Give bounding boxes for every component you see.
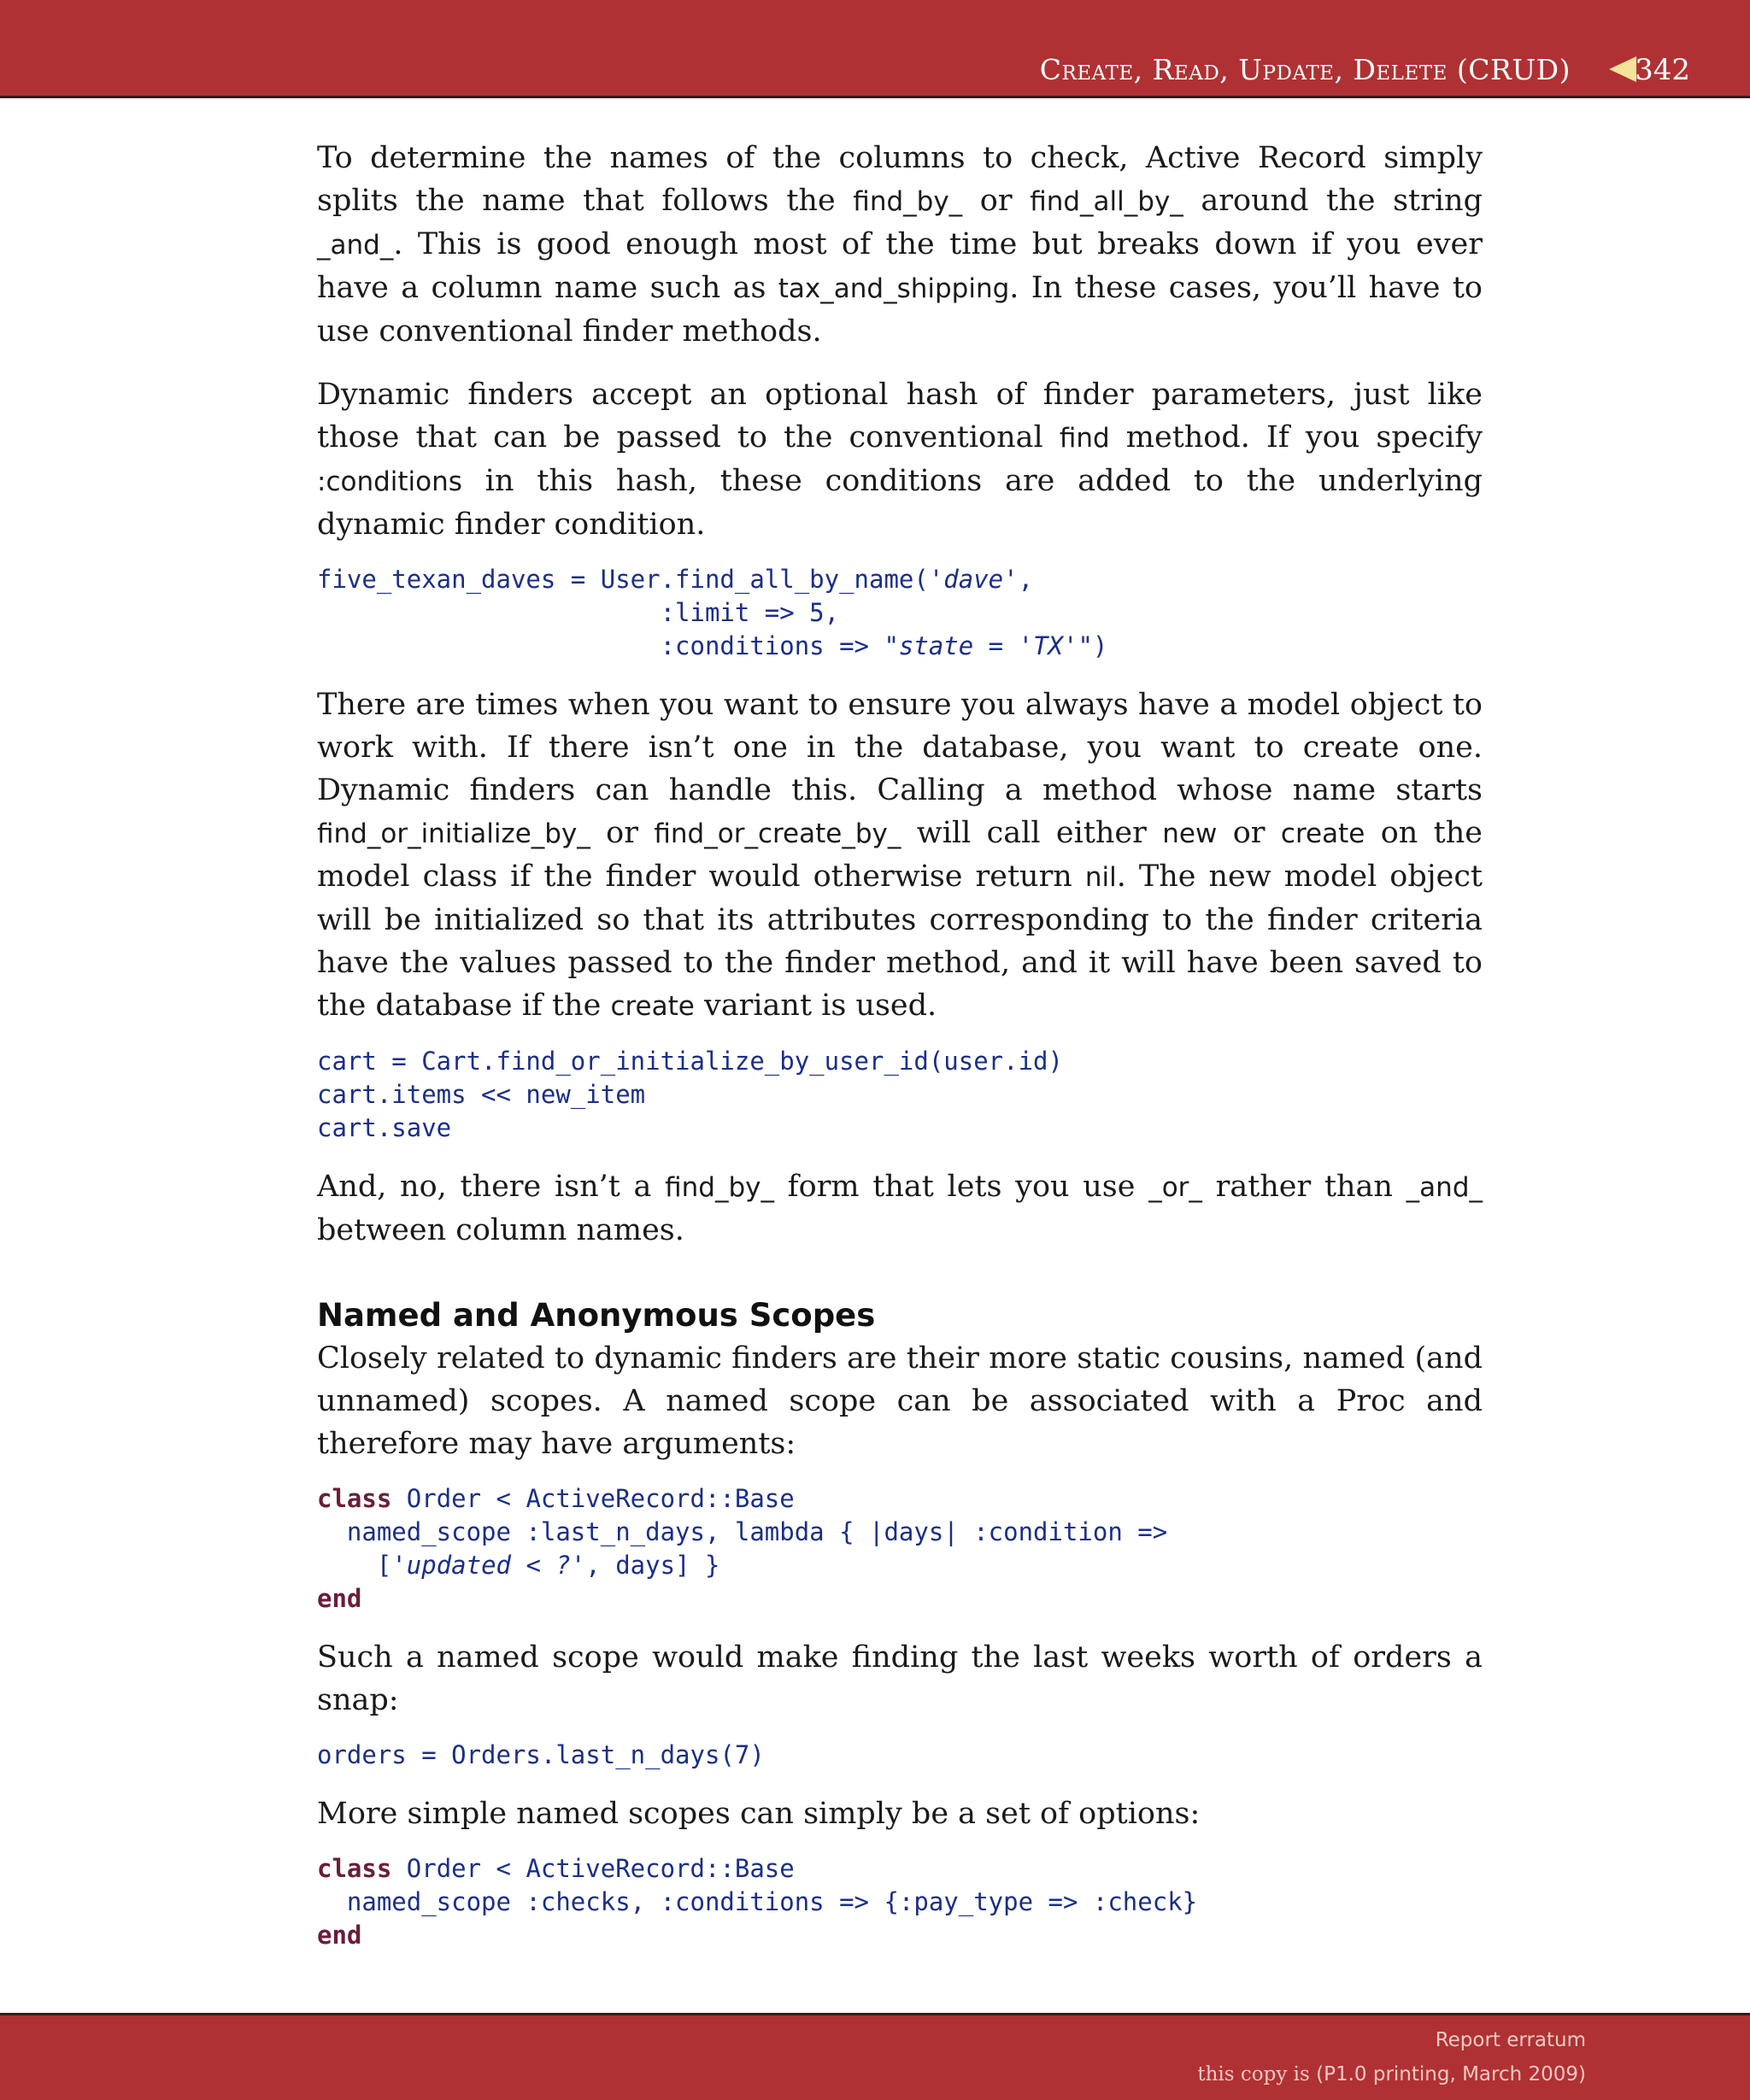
code-string: 'dave': [928, 565, 1019, 594]
code-string: "state = 'TX'": [884, 631, 1093, 660]
text-run: or: [1217, 816, 1281, 850]
page-footer: [0, 2013, 1750, 2100]
paragraph: [317, 683, 1483, 1028]
code-block: [317, 563, 1483, 663]
paragraph: Closely related to dynamic finders are their more static cousins, named (and unnamed) scopes. A named scope can be associated with a Proc and therefore may have arguments:: [317, 1341, 1483, 1461]
inline-code: find_or_initialize_by_: [317, 818, 590, 849]
paragraph: Such a named scope would make finding the last weeks worth of orders a snap:: [317, 1640, 1483, 1717]
code-line: cart = Cart.find_or_initialize_by_user_id(user.id): [317, 1047, 1063, 1076]
inline-code: create: [1280, 818, 1365, 849]
code-block: [317, 1739, 1483, 1772]
code-keyword: class: [317, 1484, 392, 1513]
code-text: ): [1092, 631, 1108, 660]
text-run: will call either: [901, 816, 1163, 850]
inline-code: :conditions: [317, 466, 462, 497]
text-run: form that lets you use: [773, 1170, 1149, 1204]
inline-code: find_all_by_: [1030, 186, 1183, 217]
copy-prefix: this copy is: [1197, 2063, 1317, 2085]
code-text: Order < ActiveRecord::Base: [391, 1854, 795, 1883]
code-line: cart.items << new_item: [317, 1080, 646, 1109]
text-run: . This is good enough most of the time but breaks down if you ever have a column name such as: [317, 227, 1483, 305]
inline-code: tax_and_shipping: [778, 273, 1010, 304]
inline-code: find: [1059, 423, 1110, 454]
code-text: Order < ActiveRecord::Base: [391, 1484, 795, 1513]
text-run: Dynamic finders accept an optional hash of finder parameters, just like those that can be passed to the conventional: [317, 378, 1483, 455]
text-run: rather than: [1201, 1170, 1406, 1204]
page-content: [317, 137, 1483, 1952]
text-run: . In these cases, you’ll have to use conventional finder methods.: [317, 271, 1483, 349]
text-run: And, no, there isn’t a: [317, 1170, 666, 1204]
code-line: cart.save: [317, 1113, 452, 1142]
code-line: :limit => 5,: [317, 598, 840, 627]
text-run: To determine the names of the columns to check, Active Record simply splits the name that follows the: [317, 141, 1483, 218]
code-text: five_texan_daves = User.find_all_by_name(: [317, 565, 929, 594]
inline-code: new: [1162, 818, 1218, 849]
paragraph: More simple named scopes can simply be a set of options:: [317, 1797, 1201, 1831]
code-string: 'updated < ?': [391, 1551, 586, 1580]
code-text: :conditions =>: [317, 631, 884, 660]
code-block: [317, 1045, 1483, 1145]
paragraph: [317, 1165, 1483, 1252]
text-run: between column names.: [317, 1213, 684, 1247]
code-line: named_scope :checks, :conditions => {:pay_type => :check}: [317, 1887, 1198, 1916]
inline-code: _or_: [1148, 1172, 1202, 1203]
code-text: [: [317, 1551, 392, 1580]
code-keyword: class: [317, 1854, 392, 1883]
page-number: 342: [1635, 53, 1690, 87]
paragraph: [317, 137, 1483, 353]
previous-page-arrow-icon[interactable]: [1609, 56, 1636, 82]
code-text: , days] }: [585, 1551, 720, 1580]
text-run: . The new model object will be initialized so that its attributes corresponding to the finder criteria have the values passed to the finder method, and it will have been saved to the database if the: [317, 859, 1483, 1023]
text-run: variant is used.: [694, 988, 937, 1023]
paragraph: [317, 373, 1483, 546]
inline-code: _and_: [1406, 1172, 1483, 1203]
text-run: There are times when you want to ensure you always have a model object to work with. If there isn’t one in the database, you want to create one. Dynamic finders can handle this. Calling a method whose name starts: [317, 688, 1483, 807]
inline-code: find_or_create_by_: [654, 818, 901, 849]
inline-code: nil: [1084, 862, 1117, 893]
inline-code: create: [610, 991, 695, 1022]
code-line: named_scope :last_n_days, lambda { |days| :condition =>: [317, 1517, 1168, 1546]
inline-code: find_by_: [665, 1172, 774, 1203]
code-keyword: end: [317, 1584, 362, 1613]
code-block: [317, 1482, 1483, 1616]
printing-info: (P1.0 printing, March 2009): [1316, 2063, 1586, 2085]
copy-info: [1197, 2063, 1586, 2085]
text-run: in this hash, these conditions are added to the underlying dynamic finder condition.: [317, 464, 1483, 542]
text-run: method. If you specify: [1109, 420, 1483, 455]
code-text: ,: [1018, 565, 1034, 594]
code-block: [317, 1852, 1483, 1952]
section-heading: Named and Anonymous Scopes: [317, 1297, 876, 1334]
text-run: around the string: [1183, 184, 1483, 218]
text-run: on the model class if the finder would otherwise return: [317, 816, 1483, 894]
report-erratum-link[interactable]: Report erratum: [1435, 2029, 1586, 2051]
inline-code: _and_: [317, 230, 394, 261]
running-title: Create, Read, Update, Delete (CRUD): [1039, 53, 1571, 86]
code-keyword: end: [317, 1921, 362, 1950]
text-run: or: [962, 184, 1031, 218]
code-line: orders = Orders.last_n_days(7): [317, 1740, 765, 1769]
inline-code: find_by_: [853, 186, 963, 217]
page-header: [0, 0, 1750, 98]
text-run: or: [590, 816, 655, 850]
